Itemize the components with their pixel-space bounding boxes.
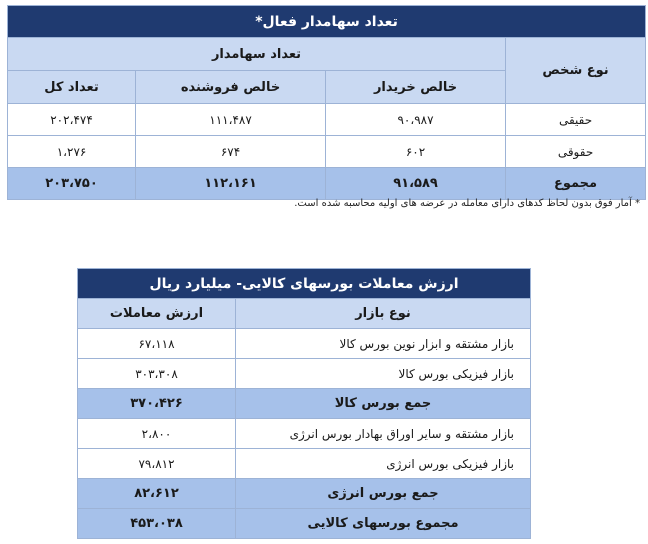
net-buyers-header: خالص خریدار [326,71,506,104]
market-type-header: نوع بازار [236,299,531,329]
total-cell: ۲۰۲،۴۷۴ [8,104,136,136]
market-label: مجموع بورسهای کالایی [236,509,531,539]
trade-value-header: ارزش معاملات [78,299,236,329]
sellers-cell: ۱۱۱،۴۸۷ [136,104,326,136]
sum-sellers: ۱۱۲،۱۶۱ [136,168,326,200]
net-sellers-header: خالص فروشنده [136,71,326,104]
table-row [78,449,531,479]
sum-row [8,168,646,200]
subtotal-row [78,479,531,509]
value-cell: ۳۰۳،۳۰۸ [78,359,236,389]
table-row [8,136,646,168]
total-count-header: تعداد کل [8,71,136,104]
row-label: حقوقی [506,136,646,168]
total-cell: ۱،۲۷۶ [8,136,136,168]
table-title: تعداد سهامدار فعال* [8,6,646,38]
market-label: بازار فیزیکی بورس انرژی [236,449,531,479]
table-row [78,329,531,359]
active-shareholders-table [7,5,646,200]
value-cell: ۷۹،۸۱۲ [78,449,236,479]
sum-label: مجموع [506,168,646,200]
value-cell: ۸۲،۶۱۲ [78,479,236,509]
table-row [8,104,646,136]
sum-total: ۲۰۳،۷۵۰ [8,168,136,200]
sum-buyers: ۹۱،۵۸۹ [326,168,506,200]
market-label: بازار مشتقه و ابزار نوین بورس کالا [236,329,531,359]
subtotal-row [78,389,531,419]
table-title: ارزش معاملات بورسهای کالایی- میلیارد ریال [78,269,531,299]
market-label: جمع بورس انرژی [236,479,531,509]
footnote: * آمار فوق بدون لحاظ کدهای دارای معامله در عرضه های اولیه محاسبه شده است. [294,198,640,209]
value-cell: ۴۵۳،۰۳۸ [78,509,236,539]
market-label: بازار فیزیکی بورس کالا [236,359,531,389]
shareholders-group-header: تعداد سهامدار [8,38,506,71]
commodity-exchange-value-table [77,268,531,539]
sellers-cell: ۶۷۴ [136,136,326,168]
person-type-header: نوع شخص [506,38,646,104]
market-label: جمع بورس کالا [236,389,531,419]
table-row [78,359,531,389]
value-cell: ۶۷،۱۱۸ [78,329,236,359]
buyers-cell: ۹۰،۹۸۷ [326,104,506,136]
subtotal-row [78,509,531,539]
table-row [78,419,531,449]
buyers-cell: ۶۰۲ [326,136,506,168]
value-cell: ۲،۸۰۰ [78,419,236,449]
market-label: بازار مشتقه و سایر اوراق بهادار بورس انرژی [236,419,531,449]
value-cell: ۳۷۰،۴۲۶ [78,389,236,419]
row-label: حقیقی [506,104,646,136]
